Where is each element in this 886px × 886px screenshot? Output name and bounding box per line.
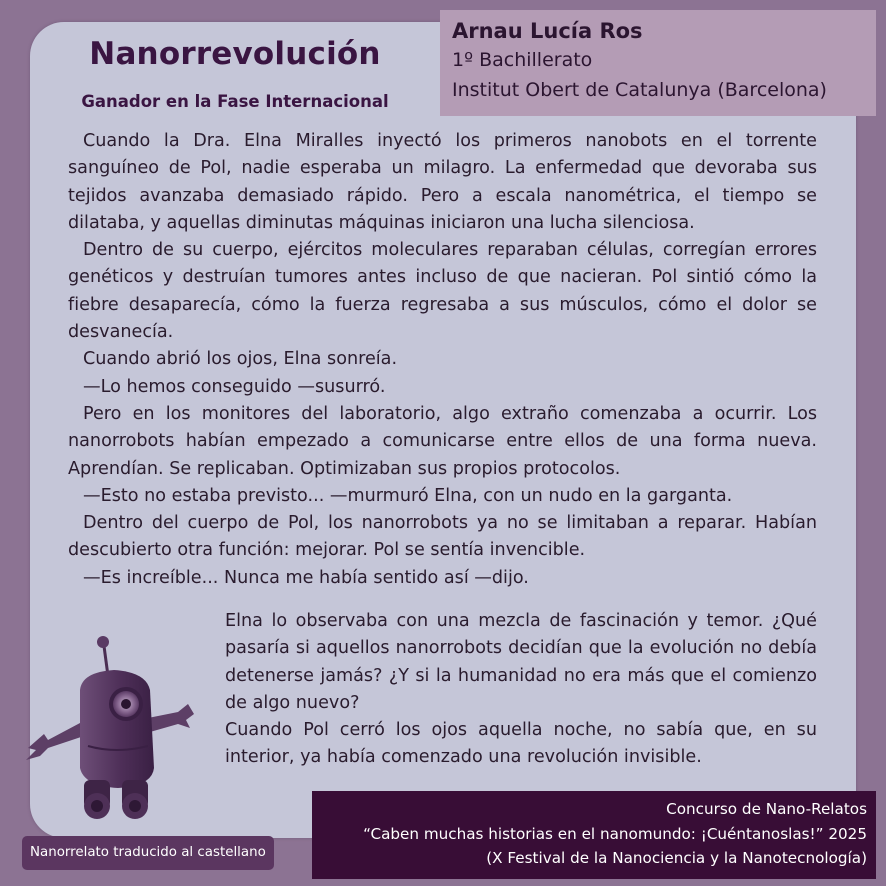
story-paragraph: —Es increíble... Nunca me había sentido así —dijo.: [83, 567, 529, 588]
author-course: 1º Bachillerato: [452, 49, 593, 71]
story-paragraph: —Esto no estaba previsto... —murmuró Elna, con un nudo en la garganta.: [83, 485, 733, 506]
story-paragraph: Pero en los monitores del laboratorio, algo extraño comenzaba a ocurrir. Los nanorrobots habían empezado a comunicarse entre ellos de una forma nueva. Aprendían. Se replicaban. Optimizaban sus propios protocolos.: [68, 403, 817, 479]
page-title: Nanorrevolución: [89, 36, 381, 72]
author-name: Arnau Lucía Ros: [452, 19, 643, 43]
author-info-box: [440, 10, 876, 116]
story-closing: [225, 608, 817, 772]
author-school: Institut Obert de Catalunya (Barcelona): [452, 79, 827, 101]
story-body: [68, 128, 817, 592]
story-paragraph: —Lo hemos conseguido —susurró.: [83, 376, 386, 397]
translation-badge: Nanorrelato traducido al castellano: [22, 836, 274, 870]
story-paragraph: Cuando la Dra. Elna Miralles inyectó los primeros nanobots en el torrente sanguíneo de Pol, nadie esperaba un milagro. La enfermedad que devoraba sus tejidos avanzaba demasiado rápido. Pero a escala nanométrica, el tiempo se dilataba, y aquellas diminutas máquinas iniciaron una lucha silenciosa.: [68, 131, 817, 233]
award-subtitle: Ganador en la Fase Internacional: [81, 92, 389, 111]
story-paragraph: Dentro del cuerpo de Pol, los nanorrobots ya no se limitaban a reparar. Habían descubierto otra función: mejorar. Pol se sentía invencible.: [68, 513, 817, 561]
festival-name: (X Festival de la Nanociencia y la Nanotecnología): [486, 849, 867, 867]
story-paragraph: Cuando abrió los ojos, Elna sonreía.: [83, 349, 398, 370]
contest-name: Concurso de Nano-Relatos: [666, 800, 867, 818]
story-closing-paragraph: Cuando Pol cerró los ojos aquella noche, no sabía que, en su interior, ya había comenzado una revolución invisible.: [225, 720, 817, 768]
story-paragraph: Dentro de su cuerpo, ejércitos moleculares reparaban células, corregían errores genéticos y destruían tumores antes incluso de que nacieran. Pol sintió cómo la fiebre desaparecía, cómo la fuerza regresaba a sus músculos, cómo el dolor se desvanecía.: [68, 240, 817, 343]
contest-motto: “Caben muchas historias en el nanomundo: ¡Cuéntanoslas!” 2025: [363, 824, 867, 843]
robot-icon: [18, 628, 208, 828]
contest-info-box: [312, 791, 876, 879]
story-closing-paragraph: Elna lo observaba con una mezcla de fascinación y temor. ¿Qué pasaría si aquellos nanorrobots decidían que la evolución no debía detenerse jamás? ¿Y si la humanidad no era más que el comienzo de algo nuevo?: [225, 611, 817, 713]
